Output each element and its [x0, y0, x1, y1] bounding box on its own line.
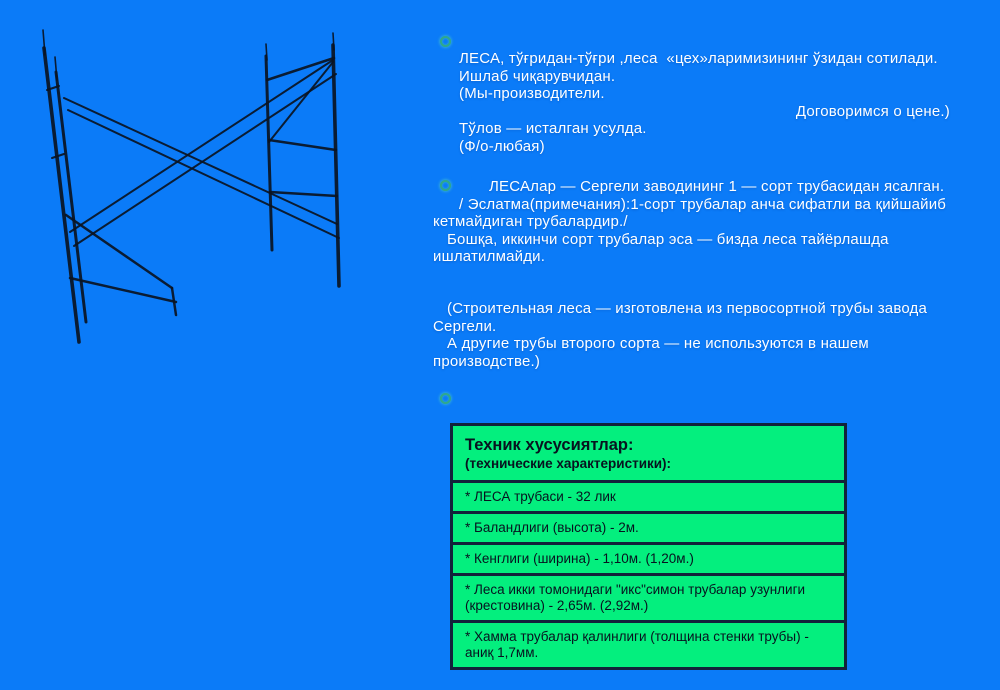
scaffold-frame-drawing	[10, 8, 390, 358]
text-line: производстве.)	[433, 352, 541, 370]
text-line: Договоримся о цене.)	[795, 102, 950, 120]
spec-row-cross-brace: * Леса икки томонидаги "икс"симон трубалар узунлиги (крестовина) - 2,65м. (2,92м.)	[453, 576, 844, 623]
text-line: Сергели.	[433, 317, 497, 335]
text-line: (Мы-производители.	[459, 85, 605, 103]
text-line: А другие трубы второго сорта — не используются в нашем	[447, 335, 869, 353]
spec-row-wall-thickness: * Хамма трубалар қалинлиги (толщина стенки трубы) - аниқ 1,7мм.	[465, 629, 813, 660]
spec-row-pipe-size: * ЛЕСА трубаси - 32 лик	[453, 483, 844, 514]
spec-table-subtitle: (технические характеристики):	[465, 456, 672, 471]
spec-row-width: * Кенглиги (ширина) - 1,10м. (1,20м.)	[453, 545, 844, 576]
bullet-ring-icon	[440, 36, 451, 47]
text-line: (Строительная леса — изготовлена из первосортной трубы завода	[447, 300, 928, 317]
text-line: / Эслатма(примечания):1-сорт трубалар анча сифатли ва қийшайиб	[459, 195, 947, 213]
russian-translation-block	[433, 300, 950, 370]
quality-text-block	[433, 178, 950, 266]
spec-table-header	[453, 426, 844, 483]
text-line: кетмайдиган трубалардир./	[433, 213, 628, 231]
bullet-ring-icon	[440, 393, 451, 404]
text-line: Бошқа, иккинчи сорт трубалар эса — бизда леса тайёрлашда	[447, 230, 889, 248]
text-line: Ишлаб чиқарувчидан.	[459, 67, 616, 85]
text-line: ишлатилмайди.	[433, 248, 546, 266]
text-line: ЛЕСА, тўғридан-тўғри ,леса «цех»ларимизининг ўзидан сотилади.	[459, 50, 938, 67]
sales-text-block	[433, 50, 950, 156]
text-line: ЛЕСАлар — Сергели заводининг 1 — сорт трубасидан ясалган.	[489, 178, 945, 195]
text-line: (Ф/о-любая)	[459, 137, 545, 155]
text-line: Тўлов — исталган усулда.	[459, 120, 647, 138]
spec-row-height: * Баландлиги (высота) - 2м.	[453, 514, 844, 545]
spec-table	[450, 423, 847, 670]
spec-table-title: Техник хусусиятлар:	[465, 436, 634, 454]
